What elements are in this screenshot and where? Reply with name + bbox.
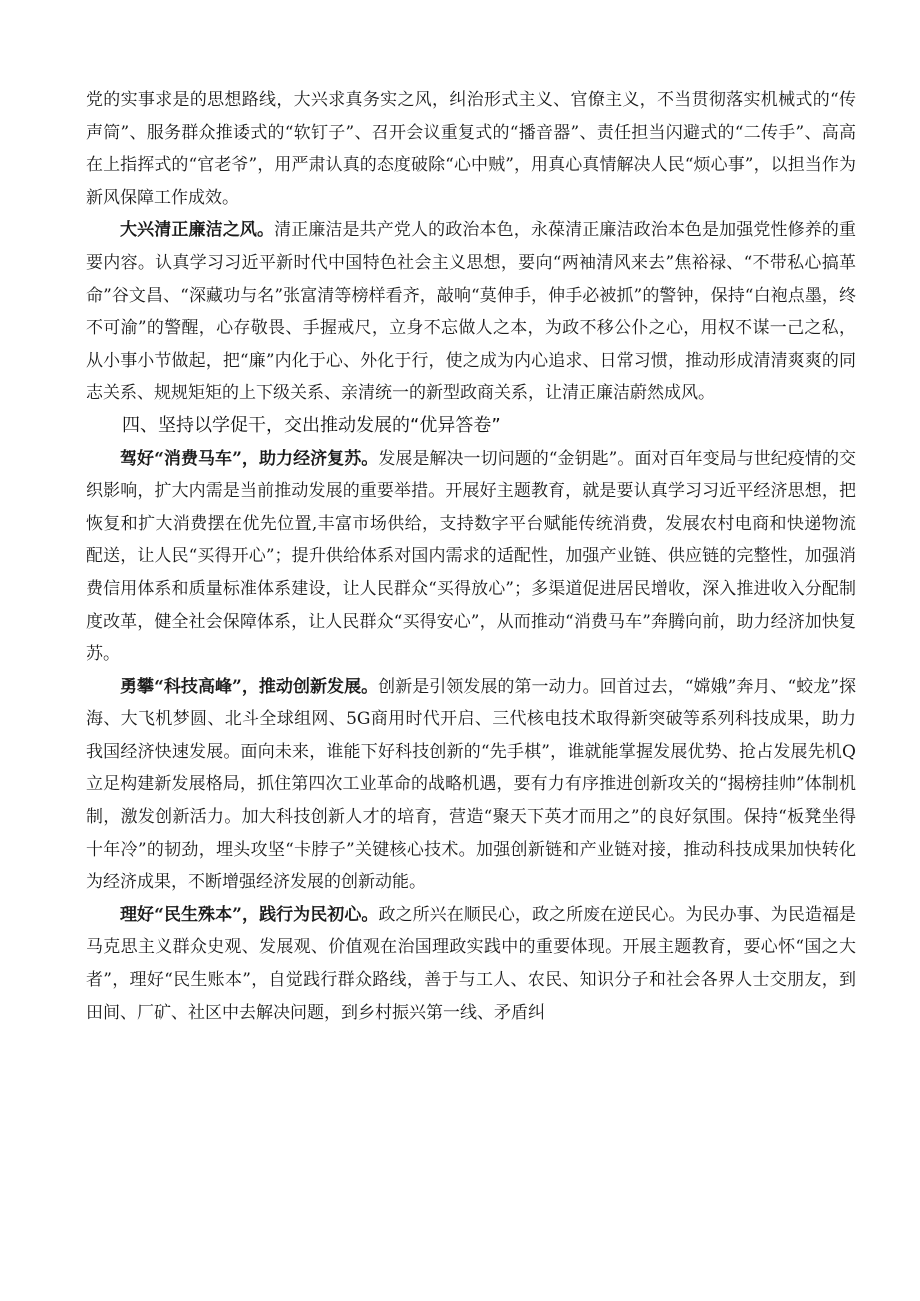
paragraph-consumption — [86, 443, 856, 671]
paragraph-livelihood — [86, 899, 856, 1029]
paragraph-integrity-lead: 大兴清正廉洁之风。 — [120, 220, 275, 241]
document-page — [86, 84, 856, 1029]
paragraph-integrity — [86, 214, 856, 410]
paragraph-innovation — [86, 671, 856, 899]
paragraph-integrity-body: 清正廉洁是共产党人的政治本色，永葆清正廉洁政治本色是加强党性修养的重要内容。认真学习习近平新时代中国特色社会主义思想，要向“两袖清风来去”焦裕禄、“不带私心搞革命”谷文昌、“深藏功与名”张富清等榜样看齐，敲响“莫伸手，伸手必被抓”的警钟，保持“白袍点墨，终不可渝”的警醒，心存敬畏、手握戒尺，立身不忘做人之本，为政不移公仆之心，用权不谋一己之私，从小事小节做起，把“廉”内化于心、外化于行，使之成为内心追求、日常习惯，推动形成清清爽爽的同志关系、规规矩矩的上下级关系、亲清统一的新型政商关系，让清正廉洁蔚然成风。 — [86, 220, 857, 404]
paragraph-consumption-body: 发展是解决一切问题的“金钥匙”。面对百年变局与世纪疫情的交织影响，扩大内需是当前推动发展的重要举措。开展好主题教育，就是要认真学习习近平经济思想，把恢复和扩大消费摆在优先位置,丰富市场供给，支持数字平台赋能传统消费，发展农村电商和快递物流配送，让人民“买得开心”；提升供给体系对国内需求的适配性，加强产业链、供应链的完整性，加强消费信用体系和质量标准体系建设，让人民群众“买得放心”；多渠道促进居民增收，深入推进收入分配制度改革，健全社会保障体系，让人民群众“买得安心”，从而推动“消费马车”奔腾向前，助力经济加快复苏。 — [86, 448, 856, 665]
paragraph-innovation-lead: 勇攀“科技高峰”，推动创新发展。 — [120, 676, 379, 697]
paragraph-livelihood-lead: 理好“民生殊本”，践行为民初心。 — [120, 904, 379, 925]
paragraph-innovation-body: 创新是引领发展的第一动力。回首过去，“嫦娥”奔月、“蛟龙”探海、大飞机梦圆、北斗全球组网、5G商用时代开启、三代核电技术取得新突破等系列科技成果，助力我国经济快速发展。面向未来，谁能下好科技创新的“先手棋”，谁就能掌握发展优势、抢占发展先机Q立足构建新发展格局，抓住第四次工业革命的战略机遇，要有力有序推进创新攻关的“揭榜挂帅”体制机制，激发创新活力。加大科技创新人才的培育，营造“聚天下英才而用之”的良好氛围。保持“板凳坐得十年冷”的韧劲，埋头攻坚“卡脖子”关键核心技术。加强创新链和产业链对接，推动科技成果加快转化为经济成果，不断增强经济发展的创新动能。 — [86, 676, 856, 893]
section-heading-four: 四、坚持以学促干，交出推动发展的“优异答卷” — [122, 414, 501, 436]
paragraph-consumption-lead: 驾好“消费马车”，助力经济复苏。 — [120, 448, 379, 469]
paragraph-work-style: 党的实事求是的思想路线，大兴求真务实之风，纠治形式主义、官僚主义，不当贯彻落实机械式的“传声筒”、服务群众推诿式的“软钉子”、召开会议重复式的“播音器”、责任担当闪避式的“二传手”、高高在上指挥式的“官老爷”，用严肃认真的态度破除“心中贼”，用真心真情解决人民“烦心事”，以担当作为新风保障工作成效。 — [86, 90, 856, 208]
paragraph-livelihood-body: 政之所兴在顺民心，政之所废在逆民心。为民办事、为民造福是马克思主义群众史观、发展观、价值观在治国理政实践中的重要体现。开展主题教育，要心怀“国之大者”，理好“民生账本”，自觉践行群众路线，善于与工人、农民、知识分子和社会各界人士交朋友，到田间、厂矿、社区中去解决问题，到乡村振兴第一线、矛盾纠 — [86, 904, 856, 1023]
